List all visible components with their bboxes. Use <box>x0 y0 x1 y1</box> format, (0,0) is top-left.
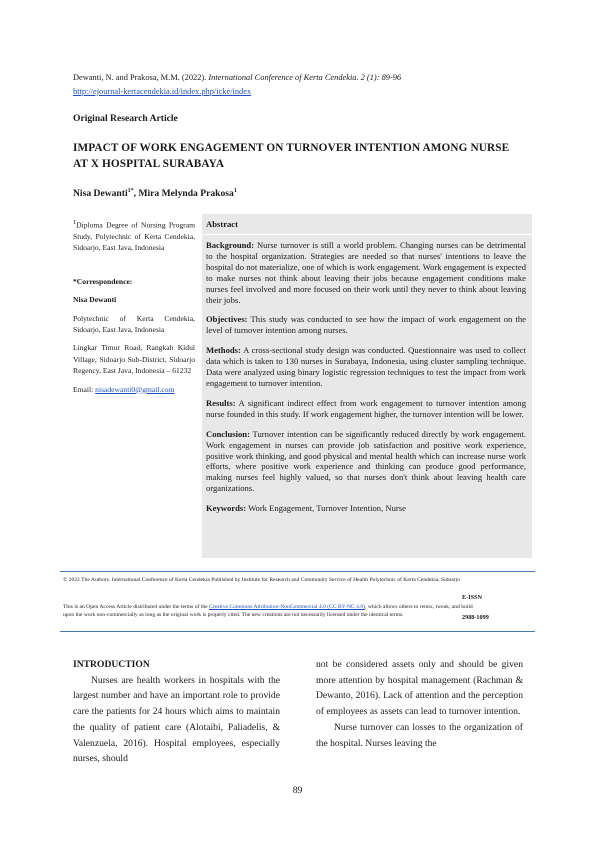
affiliation <box>73 217 195 254</box>
body-column-right <box>316 657 523 751</box>
methods-label: Methods: <box>206 345 241 356</box>
citation-journal: International Conference of Kerta Cendekia. 2 (1): 89-96 <box>208 73 402 82</box>
abstract-objectives <box>206 314 526 336</box>
author-2-sup: 1 <box>233 188 237 194</box>
intro-paragraph-3: Nurse turnover can losses to the organization of the hospital. Nurses leaving the <box>316 721 523 749</box>
correspondence-address: Lingkar Timur Road, Rangkah Kidul Village, Sidoarjo Sub-District, Sidoarjo Regency, East Java, Indonesia – 61232 <box>73 343 195 376</box>
correspondence-email <box>73 384 195 395</box>
affiliation-sup: 1 <box>73 219 77 226</box>
abstract-box <box>202 214 532 558</box>
page-number: 89 <box>292 785 303 796</box>
author-1-sup: 1* <box>127 188 134 194</box>
email-label: Email: <box>73 384 96 394</box>
objectives-label: Objectives: <box>206 314 248 325</box>
results-text: A significant indirect effect from work engagement to turnover intention among nurse founded in this study. If work engagement higher, the turnover intention will be lower. <box>206 397 526 419</box>
author-1: Nisa Dewanti <box>73 188 128 200</box>
abstract-body <box>206 240 526 523</box>
results-label: Results: <box>206 397 236 408</box>
abstract-keywords <box>206 503 526 514</box>
top-rule <box>60 571 535 572</box>
license-link[interactable]: Creative Commons Attribution-NonCommercial 4.0 (CC BY-NC 4.0) <box>209 604 366 610</box>
keywords-text: Work Engagement, Turnover Intention, Nurse <box>246 503 406 514</box>
paper-title: IMPACT OF WORK ENGAGEMENT ON TURNOVER INTENTION AMONG NURSE AT X HOSPITAL SURABAYA <box>73 142 510 170</box>
abstract-divider <box>202 234 532 235</box>
introduction-heading: INTRODUCTION <box>73 659 150 670</box>
journal-url-link[interactable]: http://ejournal-kertacendekia.id/index.php/icke/index <box>73 87 252 96</box>
methods-text: A cross-sectional study design was conducted. Questionnaire was used to collect data which is taken to 130 nurses in Surabaya, Indonesia, using cluster sampling technique. Data were analyzed using binary logistic regression techniques to test the impact from work engagement to turnover intention. <box>206 345 526 388</box>
author-separator: , <box>133 188 139 200</box>
correspondence-affiliation: Polytechnic of Kerta Cendekia, Sidoarjo, East Java, Indonesia <box>73 313 195 334</box>
copyright-notice: © 2022 The Authors. International Conference of Kerta Cendekia Published by Institute for Research and Community Service of Health Polytechnic of Kerta Cendekia, Sidoarjo <box>63 577 461 583</box>
conclusion-label: Conclusion: <box>206 428 250 439</box>
author-2: Mira Melynda Prakosa <box>138 188 234 200</box>
email-link[interactable]: nisadewanti0@gmail.com <box>95 384 175 394</box>
eissn-label: E-ISSN <box>462 594 482 601</box>
abstract-conclusion <box>206 429 526 494</box>
abstract-methods <box>206 345 526 389</box>
objectives-text: This study was conducted to see how the impact of work engagement on the level of turnover intention among nurses. <box>206 314 526 336</box>
intro-paragraph-1: Nurses are health workers in hospitals with the largest number and have an important role to provide care the patients for 24 hours which aims to maintain the quality of patient care (Alotaibi, Paliadelis, & Valenzuela, 2016). Hospital employees, especially nurses, should <box>73 674 280 765</box>
bottom-rule <box>60 631 535 632</box>
citation-authors-year: Dewanti, N. and Prakosa, M.M. (2022). <box>73 73 207 82</box>
correspondence-name: Nisa Dewanti <box>73 295 117 305</box>
intro-paragraph-2: not be considered assets only and should be given more attention by hospital management (Rachman & Dewanto, 2016). Lack of attention and the perception of employees as assets can lead to turnover intention. <box>316 659 523 718</box>
license-notice <box>63 603 478 619</box>
abstract-heading: Abstract <box>206 219 238 229</box>
citation-header <box>73 71 401 99</box>
body-column-left <box>73 657 280 767</box>
license-post: , which allows others to remix, tweak, and build upon the work non-commercially as long as the original work is properly cited. The new creations are not necessarily licensed under the identical terms. <box>63 604 473 618</box>
correspondence-label: *Correspondence: <box>73 276 133 286</box>
author-info-sidebar <box>73 217 195 395</box>
abstract-background <box>206 240 526 305</box>
affiliation-text: Diploma Degree of Nursing Program Study, Polytechnic of Kerta Cendekia, Sidoarjo, East Java, Indonesia <box>73 220 195 253</box>
background-label: Background: <box>206 240 255 250</box>
citation-line <box>73 71 401 85</box>
abstract-results <box>206 398 526 420</box>
background-text: Nurse turnover is still a world problem. Changing nurses can be detrimental to the hospital organization. Strategies are needed so that nurses' intentions to leave the hospital do not materialize, one of which is work engagement. Work engagement is expected to make nurses not think about leaving their jobs because engagement conditions make nurses feel involved and more focused on their work until they never to think about leaving their jobs. <box>206 240 526 305</box>
article-type: Original Research Article <box>73 113 178 124</box>
keywords-label: Keywords: <box>206 503 247 514</box>
conclusion-text: Turnover intention can be significantly reduced directly by work engagement. Work engagement in nurses can provide job satisfaction and positive work experience, positive work thinking, and good physical and mental health which can increase nurse work efforts, where positive work experience and thinking can produce good performance, making nurses feel highly valued, so that nurses don't think about leaving health care organizations. <box>206 428 526 494</box>
license-pre: This is an Open Access Article distributed under the terms of the <box>63 604 210 610</box>
author-list <box>73 188 237 199</box>
eissn-value: 2988-1099 <box>462 614 489 621</box>
